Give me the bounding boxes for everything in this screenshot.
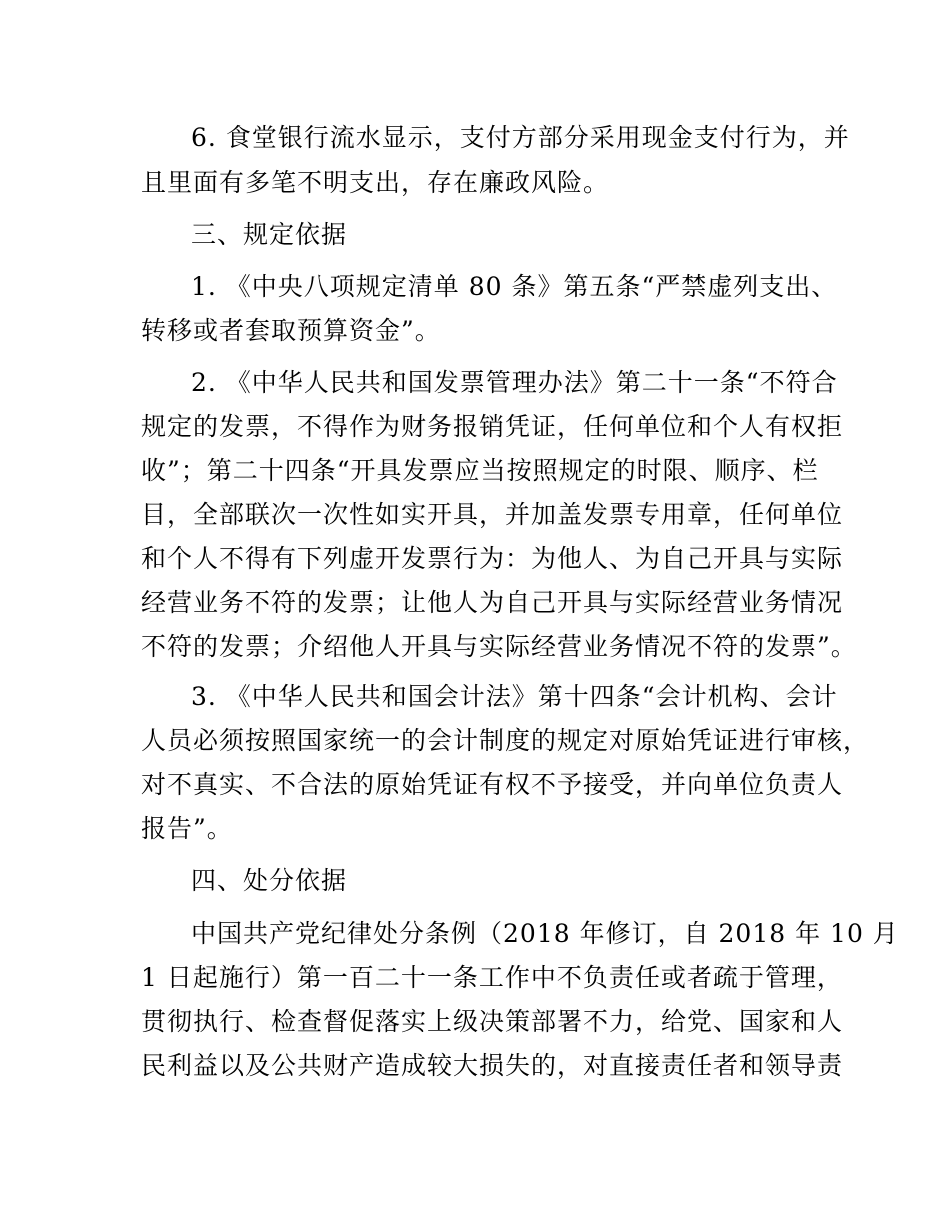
- penalty-line-2: 1 日起施行）第一百二十一条工作中不负责任或者疏于管理，: [141, 963, 843, 992]
- basis-3-line-4: 报告”。: [141, 814, 233, 843]
- section-4-heading: 四、处分依据: [191, 866, 348, 895]
- basis-3-line-2: 人员必须按照国家统一的会计制度的规定对原始凭证进行审核，: [141, 726, 870, 755]
- basis-2-line-4: 目，全部联次一次性如实开具，并加盖发票专用章，任何单位: [141, 500, 844, 529]
- basis-2-line-3: 收”；第二十四条“开具发票应当按照规定的时限、顺序、栏: [141, 456, 819, 485]
- section-3-heading: 三、规定依据: [191, 220, 348, 249]
- penalty-line-3: 贯彻执行、检查督促落实上级决策部署不力，给党、国家和人: [141, 1007, 844, 1036]
- penalty-line-4: 民利益以及公共财产造成较大损失的，对直接责任者和领导责: [141, 1051, 844, 1080]
- basis-3-line-1: 3. 《中华人民共和国会计法》第十四条“会计机构、会计: [191, 682, 838, 711]
- basis-2-line-6: 经营业务不符的发票；让他人为自己开具与实际经营业务情况: [141, 588, 844, 617]
- basis-2-line-7: 不符的发票；介绍他人开具与实际经营业务情况不符的发票”。: [141, 632, 857, 661]
- penalty-line-1: 中国共产党纪律处分条例（2018 年修订，自 2018 年 10 月: [191, 919, 899, 948]
- basis-2-line-1: 2. 《中华人民共和国发票管理办法》第二十一条“不符合: [191, 368, 838, 397]
- item-6-line-2: 且里面有多笔不明支出，存在廉政风险。: [141, 168, 610, 197]
- basis-1-line-1: 1. 《中央八项规定清单 80 条》第五条“严禁虚列支出、: [191, 272, 838, 301]
- basis-3-line-3: 对不真实、不合法的原始凭证有权不予接受，并向单位负责人: [141, 770, 844, 799]
- basis-2-line-2: 规定的发票，不得作为财务报销凭证，任何单位和个人有权拒: [141, 412, 844, 441]
- item-6-line-1: 6. 食堂银行流水显示，支付方部分采用现金支付行为，并: [191, 123, 850, 152]
- basis-2-line-5: 和个人不得有下列虚开发票行为：为他人、为自己开具与实际: [141, 544, 844, 573]
- basis-1-line-2: 转移或者套取预算资金”。: [141, 316, 441, 345]
